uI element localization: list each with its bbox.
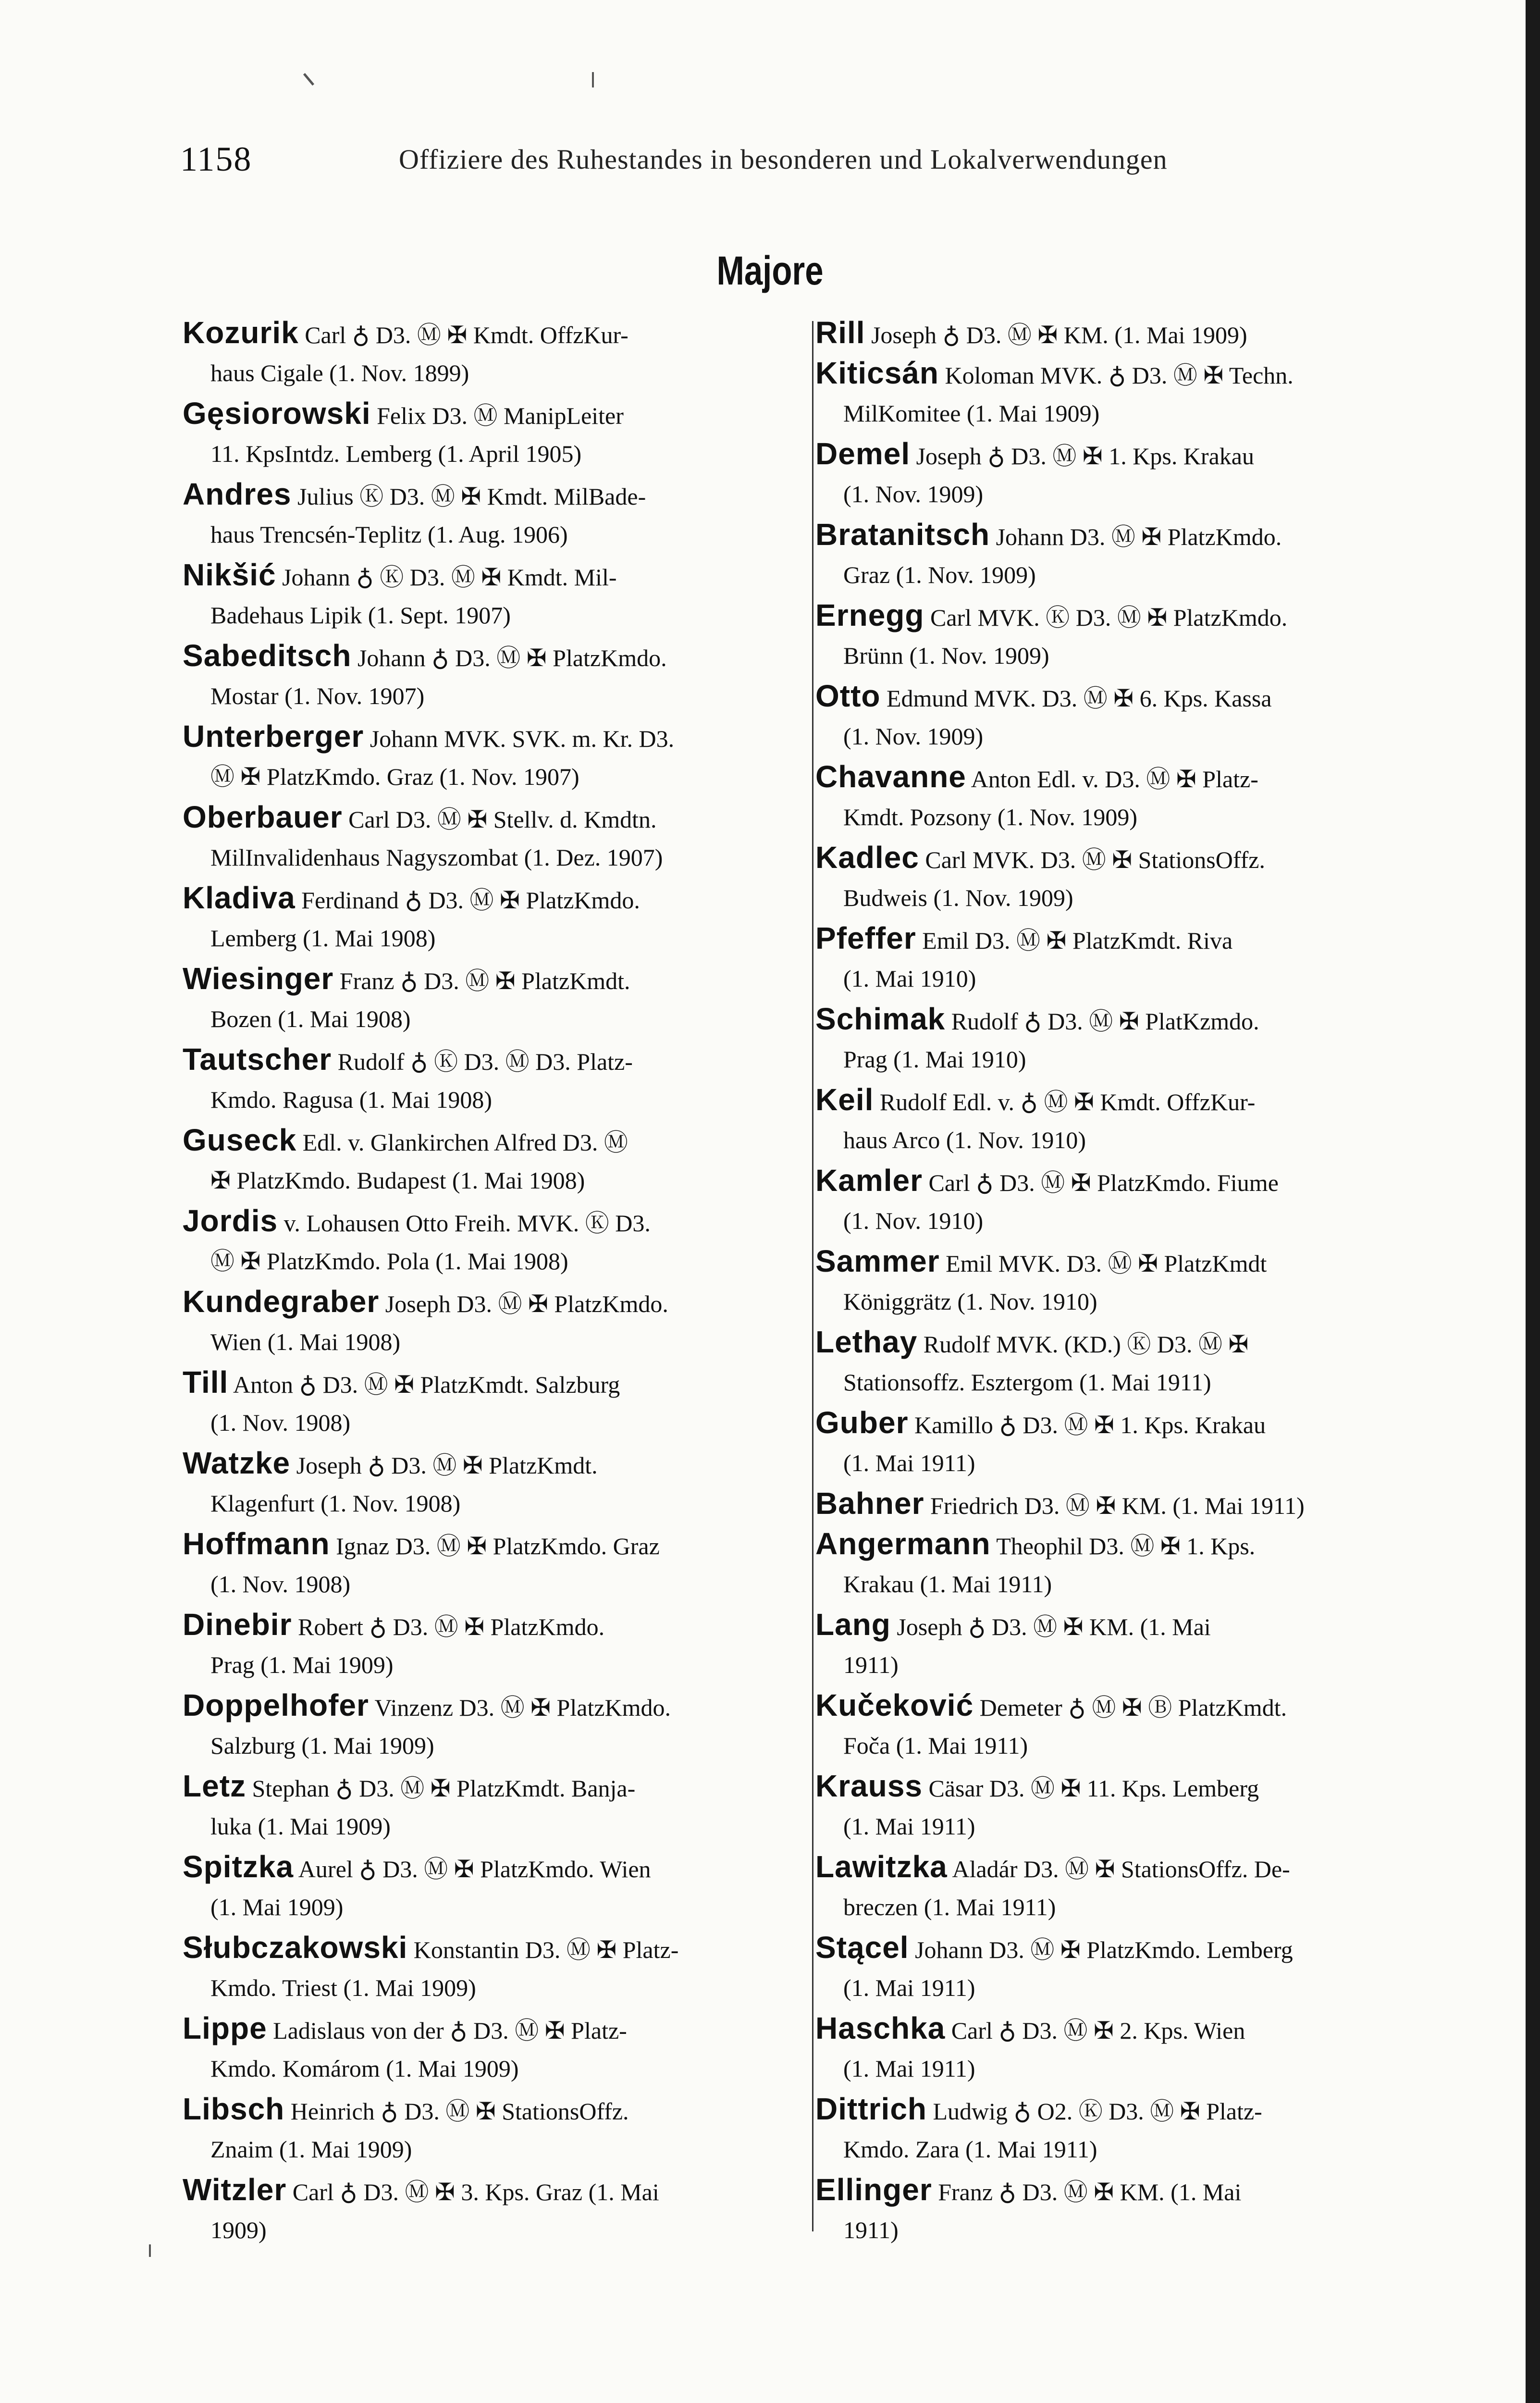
officer-surname: Rill xyxy=(815,315,865,350)
officer-posting: 11. KpsIntdz. Lemberg (1. April 1905) xyxy=(210,440,582,467)
officer-surname: Libsch xyxy=(183,2092,285,2126)
officer-entry xyxy=(183,1846,807,1927)
page-number: 1158 xyxy=(180,140,252,178)
entry-line xyxy=(815,837,1440,878)
officer-entry xyxy=(183,1685,807,1766)
scan-speck xyxy=(592,72,594,87)
officer-surname: Słubczakowski xyxy=(183,1930,408,1965)
officer-surname: Kadlec xyxy=(815,840,919,875)
officer-entry xyxy=(183,1120,807,1201)
officer-details: Carl MVK. D3. Ⓜ ✠ StationsOffz. xyxy=(919,846,1265,873)
officer-entry xyxy=(815,837,1440,918)
officer-entry xyxy=(815,1846,1440,1927)
entry-line xyxy=(183,1201,807,1241)
officer-surname: Demel xyxy=(815,436,911,471)
officer-entry xyxy=(815,1483,1440,1524)
officer-entry xyxy=(815,514,1440,595)
officer-details: Friedrich D3. Ⓜ ✠ KM. (1. Mai 1911) xyxy=(924,1492,1305,1519)
running-head: Offiziere des Ruhestandes in besonderen und Lokalverwendungen xyxy=(399,144,1168,175)
officer-surname: Kundegraber xyxy=(183,1284,380,1319)
entry-line xyxy=(815,676,1440,716)
officer-details: Anton Edl. v. D3. Ⓜ ✠ Platz- xyxy=(966,766,1258,793)
officer-details: Carl ♁ D3. Ⓜ ✠ 2. Kps. Wien xyxy=(945,2017,1245,2044)
officer-posting: haus Cigale (1. Nov. 1899) xyxy=(210,359,469,386)
entry-line xyxy=(183,1120,807,1160)
officer-entry xyxy=(815,676,1440,756)
officer-posting: Ⓜ ✠ PlatzKmdo. Pola (1. Mai 1908) xyxy=(210,1248,568,1275)
entry-line xyxy=(815,514,1440,555)
officer-surname: Hoffmann xyxy=(183,1526,330,1561)
officer-details: Rudolf ♁ Ⓚ D3. Ⓜ D3. Platz- xyxy=(332,1048,633,1075)
officer-posting: Budweis (1. Nov. 1909) xyxy=(843,884,1073,911)
entry-line xyxy=(815,1524,1440,1564)
officer-posting: haus Arco (1. Nov. 1910) xyxy=(843,1127,1086,1153)
officer-details: Johann MVK. SVK. m. Kr. D3. xyxy=(364,725,675,752)
officer-details: Vinzenz D3. Ⓜ ✠ PlatzKmdo. xyxy=(369,1694,671,1721)
entry-line xyxy=(815,353,1440,393)
officer-posting: Kmdo. Komárom (1. Mai 1909) xyxy=(210,2055,519,2082)
officer-entry xyxy=(183,1443,807,1524)
section-title: Majore xyxy=(716,248,824,293)
officer-details: Theophil D3. Ⓜ ✠ 1. Kps. xyxy=(990,1533,1256,1560)
officer-surname: Lawitzka xyxy=(815,1849,948,1884)
officer-surname: Andres xyxy=(183,477,292,511)
entry-line xyxy=(183,797,807,837)
officer-details: Johann D3. Ⓜ ✠ PlatzKmdo. xyxy=(990,523,1282,550)
entry-line xyxy=(183,716,807,756)
entry-line xyxy=(815,999,1440,1039)
officer-surname: Letz xyxy=(183,1769,246,1803)
officer-entry xyxy=(183,878,807,958)
officer-posting: (1. Mai 1911) xyxy=(843,2055,975,2082)
officer-entry xyxy=(183,2089,807,2169)
entry-line xyxy=(815,2169,1440,2210)
officer-details: v. Lohausen Otto Freih. MVK. Ⓚ D3. xyxy=(278,1210,651,1237)
officer-posting: (1. Nov. 1909) xyxy=(843,723,984,750)
entry-line xyxy=(183,1604,807,1645)
officer-details: Julius Ⓚ D3. Ⓜ ✠ Kmdt. MilBade- xyxy=(291,483,646,510)
officer-entry xyxy=(815,1766,1440,1846)
officer-details: Rudolf MVK. (KD.) Ⓚ D3. Ⓜ ✠ xyxy=(917,1331,1249,1358)
officer-details: Carl MVK. Ⓚ D3. Ⓜ ✠ PlatzKmdo. xyxy=(924,604,1288,631)
officer-entry xyxy=(183,1039,807,1120)
entry-line xyxy=(183,635,807,676)
officer-surname: Haschka xyxy=(815,2011,946,2045)
officer-details: Aurel ♁ D3. Ⓜ ✠ PlatzKmdo. Wien xyxy=(294,1856,651,1883)
officer-surname: Jordis xyxy=(183,1203,278,1238)
officer-surname: Dinebir xyxy=(183,1607,292,1642)
officer-entry xyxy=(183,797,807,878)
officer-surname: Lippe xyxy=(183,2011,267,2045)
entry-line xyxy=(183,958,807,999)
officer-surname: Kiticsán xyxy=(815,356,939,390)
officer-details: Rudolf Edl. v. ♁ Ⓜ ✠ Kmdt. OffzKur- xyxy=(874,1089,1256,1115)
officer-details: Heinrich ♁ D3. Ⓜ ✠ StationsOffz. xyxy=(284,2098,629,2125)
entry-line xyxy=(183,1685,807,1725)
officer-entry xyxy=(183,635,807,716)
officer-surname: Kladiva xyxy=(183,880,296,915)
entry-line xyxy=(815,1079,1440,1120)
entry-line xyxy=(815,1604,1440,1645)
officer-entry xyxy=(815,1160,1440,1241)
officer-details: Aladár D3. Ⓜ ✠ StationsOffz. De- xyxy=(947,1856,1290,1883)
officer-details: Johann ♁ D3. Ⓜ ✠ PlatzKmdo. xyxy=(351,644,667,671)
officer-posting: (1. Nov. 1908) xyxy=(210,1571,351,1598)
entry-line xyxy=(815,1927,1440,1968)
officer-entry xyxy=(815,1927,1440,2008)
officer-posting: ✠ PlatzKmdo. Budapest (1. Mai 1908) xyxy=(210,1167,585,1194)
officer-surname: Lethay xyxy=(815,1325,918,1359)
officer-details: Carl ♁ D3. Ⓜ ✠ PlatzKmdo. Fiume xyxy=(923,1169,1279,1196)
officer-entry xyxy=(183,2169,807,2250)
entry-line xyxy=(183,555,807,595)
officer-details: Ignaz D3. Ⓜ ✠ PlatzKmdo. Graz xyxy=(330,1533,660,1560)
officer-details: Ladislaus von der ♁ D3. Ⓜ ✠ Platz- xyxy=(267,2017,627,2044)
entry-line xyxy=(183,1443,807,1483)
officer-surname: Oberbauer xyxy=(183,800,343,834)
entry-line xyxy=(183,312,807,353)
entry-line xyxy=(815,918,1440,958)
officer-details: Edmund MVK. D3. Ⓜ ✠ 6. Kps. Kassa xyxy=(880,685,1272,712)
officer-details: Carl ♁ D3. Ⓜ ✠ 3. Kps. Graz (1. Mai xyxy=(286,2179,659,2205)
entry-line xyxy=(815,2089,1440,2129)
officer-surname: Lang xyxy=(815,1607,891,1642)
officer-details: Ludwig ♁ O2. Ⓚ D3. Ⓜ ✠ Platz- xyxy=(927,2098,1262,2125)
officer-details: Cäsar D3. Ⓜ ✠ 11. Kps. Lemberg xyxy=(923,1775,1259,1802)
officer-entry xyxy=(815,999,1440,1079)
entry-line xyxy=(815,1241,1440,1281)
entry-line xyxy=(183,1524,807,1564)
entry-line xyxy=(183,1927,807,1968)
officer-entry xyxy=(183,1927,807,2008)
officer-details: Joseph ♁ D3. Ⓜ ✠ KM. (1. Mai xyxy=(890,1613,1211,1640)
officer-posting: Foča (1. Mai 1911) xyxy=(843,1732,1028,1759)
officer-details: Carl ♁ D3. Ⓜ ✠ Kmdt. OffzKur- xyxy=(298,322,628,348)
officer-surname: Angermann xyxy=(815,1526,991,1561)
officer-entry xyxy=(183,555,807,635)
officer-posting: Bozen (1. Mai 1908) xyxy=(210,1005,411,1032)
officer-entry xyxy=(183,2008,807,2089)
officer-posting: luka (1. Mai 1909) xyxy=(210,1813,391,1840)
officer-entry xyxy=(815,2089,1440,2169)
officer-surname: Spitzka xyxy=(183,1849,294,1884)
officer-surname: Kamler xyxy=(815,1163,923,1198)
officer-entry xyxy=(183,958,807,1039)
officer-posting: (1. Nov. 1908) xyxy=(210,1409,351,1436)
officer-posting: 1911) xyxy=(843,1651,899,1678)
officer-surname: Otto xyxy=(815,679,881,713)
officer-surname: Doppelhofer xyxy=(183,1688,369,1722)
officer-posting: Wien (1. Mai 1908) xyxy=(210,1328,401,1355)
officer-entry xyxy=(183,1281,807,1362)
officer-posting: (1. Mai 1911) xyxy=(843,1449,975,1476)
officer-posting: Lemberg (1. Mai 1908) xyxy=(210,925,436,952)
entry-line xyxy=(815,312,1440,353)
entry-line xyxy=(815,1766,1440,1806)
entry-line xyxy=(815,434,1440,474)
officer-posting: Kmdt. Pozsony (1. Nov. 1909) xyxy=(843,804,1138,830)
officer-surname: Witzler xyxy=(183,2172,287,2207)
officer-posting: MilKomitee (1. Mai 1909) xyxy=(843,400,1100,427)
entry-line xyxy=(183,1362,807,1402)
officer-posting: (1. Nov. 1909) xyxy=(843,481,984,508)
officer-surname: Kozurik xyxy=(183,315,299,350)
officer-details: Ferdinand ♁ D3. Ⓜ ✠ PlatzKmdo. xyxy=(295,887,640,914)
officer-posting: haus Trencsén-Teplitz (1. Aug. 1906) xyxy=(210,521,568,548)
entry-line xyxy=(815,1685,1440,1725)
entry-line xyxy=(183,474,807,514)
officer-entry xyxy=(183,474,807,555)
officer-posting: 1909) xyxy=(210,2217,267,2243)
officer-surname: Bahner xyxy=(815,1486,924,1521)
entry-line xyxy=(183,2008,807,2048)
officer-entry xyxy=(183,1524,807,1604)
officer-entry xyxy=(815,595,1440,676)
page-header xyxy=(180,139,1261,183)
officer-details: Joseph ♁ D3. Ⓜ ✠ KM. (1. Mai 1909) xyxy=(865,322,1247,348)
officer-details: Edl. v. Glankirchen Alfred D3. Ⓜ xyxy=(296,1129,628,1156)
officer-posting: (1. Mai 1910) xyxy=(843,965,976,992)
officer-posting: Königgrätz (1. Nov. 1910) xyxy=(843,1288,1097,1315)
officer-entry xyxy=(183,312,807,393)
officer-posting: 1911) xyxy=(843,2217,899,2243)
officer-entry xyxy=(815,2169,1440,2250)
officer-surname: Krauss xyxy=(815,1769,923,1803)
column-divider xyxy=(812,321,813,2231)
officer-posting: MilInvalidenhaus Nagyszombat (1. Dez. 1907) xyxy=(210,844,663,871)
officer-details: Konstantin D3. Ⓜ ✠ Platz- xyxy=(407,1936,679,1963)
officer-details: Emil MVK. D3. Ⓜ ✠ PlatzKmdt xyxy=(939,1250,1267,1277)
officer-details: Stephan ♁ D3. Ⓜ ✠ PlatzKmdt. Banja- xyxy=(246,1775,636,1802)
officer-surname: Nikšić xyxy=(183,557,276,592)
officer-surname: Watzke xyxy=(183,1446,291,1480)
officer-details: Anton ♁ D3. Ⓜ ✠ PlatzKmdt. Salzburg xyxy=(228,1371,620,1398)
officer-entry xyxy=(815,1524,1440,1604)
officer-details: Johann D3. Ⓜ ✠ PlatzKmdo. Lemberg xyxy=(909,1936,1293,1963)
officer-details: Felix D3. Ⓜ ManipLeiter xyxy=(370,402,624,429)
officer-posting: Brünn (1. Nov. 1909) xyxy=(843,642,1049,669)
officer-surname: Till xyxy=(183,1365,229,1400)
officer-details: Rudolf ♁ D3. Ⓜ ✠ PlatKzmdo. xyxy=(945,1008,1259,1035)
officer-surname: Stącel xyxy=(815,1930,909,1965)
officer-surname: Guber xyxy=(815,1405,909,1440)
officer-posting: Prag (1. Mai 1910) xyxy=(843,1046,1026,1073)
officer-entry xyxy=(815,353,1440,434)
entry-line xyxy=(183,1766,807,1806)
entry-line xyxy=(183,2089,807,2129)
officer-details: Joseph D3. Ⓜ ✠ PlatzKmdo. xyxy=(379,1290,668,1317)
officer-posting: (1. Mai 1911) xyxy=(843,1974,975,2001)
officer-entry xyxy=(815,1685,1440,1766)
officer-surname: Unterberger xyxy=(183,719,364,754)
officer-posting: Klagenfurt (1. Nov. 1908) xyxy=(210,1490,461,1517)
officer-entry xyxy=(183,1766,807,1846)
officer-posting: Kmdo. Ragusa (1. Mai 1908) xyxy=(210,1086,493,1113)
officer-posting: Stationsoffz. Esztergom (1. Mai 1911) xyxy=(843,1369,1211,1396)
officer-posting: Graz (1. Nov. 1909) xyxy=(843,561,1036,588)
officer-surname: Guseck xyxy=(183,1123,297,1157)
officer-surname: Ernegg xyxy=(815,598,924,632)
officer-entry xyxy=(815,918,1440,999)
officer-posting: Prag (1. Mai 1909) xyxy=(210,1651,394,1678)
entry-line xyxy=(183,1039,807,1079)
entry-line xyxy=(815,595,1440,635)
officer-surname: Ellinger xyxy=(815,2172,932,2207)
entry-line xyxy=(815,1483,1440,1524)
officer-surname: Tautscher xyxy=(183,1042,332,1077)
officer-surname: Wiesinger xyxy=(183,961,334,996)
officer-details: Emil D3. Ⓜ ✠ PlatzKmdt. Riva xyxy=(916,927,1233,954)
officer-surname: Keil xyxy=(815,1082,874,1117)
officer-details: Joseph ♁ D3. Ⓜ ✠ 1. Kps. Krakau xyxy=(910,443,1254,470)
officer-surname: Kučeković xyxy=(815,1688,974,1722)
officer-details: Robert ♁ D3. Ⓜ ✠ PlatzKmdo. xyxy=(292,1613,605,1640)
officer-posting: Krakau (1. Mai 1911) xyxy=(843,1571,1052,1598)
entry-line xyxy=(183,878,807,918)
officer-posting: Mostar (1. Nov. 1907) xyxy=(210,682,425,709)
officer-entry xyxy=(183,393,807,474)
officer-entry xyxy=(183,716,807,797)
officer-details: Joseph ♁ D3. Ⓜ ✠ PlatzKmdt. xyxy=(290,1452,598,1479)
officer-entry xyxy=(815,1402,1440,1483)
scan-edge xyxy=(1526,0,1540,2403)
officer-details: Koloman MVK. ♁ D3. Ⓜ ✠ Techn. xyxy=(938,362,1294,389)
officer-posting: (1. Nov. 1910) xyxy=(843,1207,984,1234)
entry-line xyxy=(815,756,1440,797)
officer-surname: Sabeditsch xyxy=(183,638,352,673)
officer-posting: Ⓜ ✠ PlatzKmdo. Graz (1. Nov. 1907) xyxy=(210,763,579,790)
officer-entry xyxy=(183,1604,807,1685)
officer-entry xyxy=(815,312,1440,353)
officer-surname: Sammer xyxy=(815,1244,940,1278)
officer-entry xyxy=(815,434,1440,514)
officer-entry xyxy=(815,1322,1440,1402)
officer-details: Kamillo ♁ D3. Ⓜ ✠ 1. Kps. Krakau xyxy=(908,1412,1266,1438)
officer-details: Franz ♁ D3. Ⓜ ✠ PlatzKmdt. xyxy=(333,967,630,994)
officer-entry xyxy=(815,2008,1440,2089)
entry-line xyxy=(183,393,807,434)
entry-line xyxy=(815,2008,1440,2048)
entry-line xyxy=(183,1281,807,1322)
entry-line xyxy=(183,2169,807,2210)
officer-surname: Gęsiorowski xyxy=(183,396,371,431)
entry-line xyxy=(815,1160,1440,1201)
officer-surname: Schimak xyxy=(815,1002,946,1036)
officer-posting: Kmdo. Triest (1. Mai 1909) xyxy=(210,1974,476,2001)
officer-surname: Chavanne xyxy=(815,759,966,794)
entry-line xyxy=(815,1846,1440,1887)
officer-posting: (1. Mai 1909) xyxy=(210,1894,344,1920)
officer-posting: Badehaus Lipik (1. Sept. 1907) xyxy=(210,602,511,629)
officer-details: Johann ♁ Ⓚ D3. Ⓜ ✠ Kmdt. Mil- xyxy=(276,564,617,591)
officer-entry xyxy=(183,1201,807,1281)
officer-surname: Bratanitsch xyxy=(815,517,990,552)
entry-line xyxy=(815,1322,1440,1362)
officer-surname: Dittrich xyxy=(815,2092,927,2126)
scan-speck xyxy=(303,73,314,86)
officer-posting: Salzburg (1. Mai 1909) xyxy=(210,1732,434,1759)
officer-posting: Kmdo. Zara (1. Mai 1911) xyxy=(843,2136,1097,2163)
officer-posting: breczen (1. Mai 1911) xyxy=(843,1894,1056,1920)
entry-line xyxy=(815,1402,1440,1443)
officer-entry xyxy=(815,1604,1440,1685)
scan-speck xyxy=(149,2244,151,2257)
officer-entry xyxy=(815,756,1440,837)
officer-entry xyxy=(183,1362,807,1443)
officer-details: Carl D3. Ⓜ ✠ Stellv. d. Kmdtn. xyxy=(342,806,657,833)
officer-posting: (1. Mai 1911) xyxy=(843,1813,975,1840)
officer-details: Demeter ♁ Ⓜ ✠ Ⓑ PlatzKmdt. xyxy=(973,1694,1287,1721)
officer-surname: Pfeffer xyxy=(815,921,916,955)
officer-posting: Znaim (1. Mai 1909) xyxy=(210,2136,412,2163)
officer-entry xyxy=(815,1241,1440,1322)
officer-entry xyxy=(815,1079,1440,1160)
entry-line xyxy=(183,1846,807,1887)
officer-details: Franz ♁ D3. Ⓜ ✠ KM. (1. Mai xyxy=(932,2179,1242,2205)
